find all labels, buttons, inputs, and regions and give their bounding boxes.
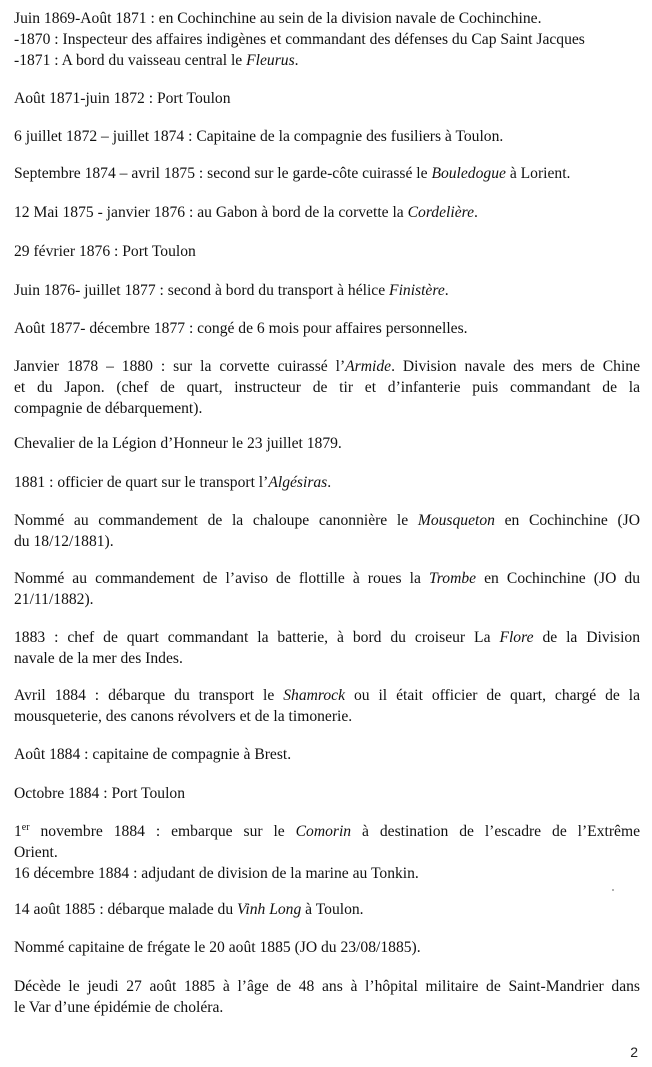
ship-name: Shamrock [283, 687, 346, 704]
entry-comorin [14, 821, 640, 884]
entry-port-toulon-1876 [14, 241, 640, 262]
entry-deces [14, 976, 640, 1018]
entry-line: -1870 : Inspecteur des affaires indigènes et commandant des défenses du Cap Saint Jacques [14, 31, 585, 48]
entry-line: Juin 1876- juillet 1877 : second à bord du transport à hélice Finistère. [14, 282, 449, 299]
ship-name: Bouledogue [431, 165, 506, 182]
entry-vinh-long [14, 899, 640, 920]
scan-speck [612, 889, 614, 891]
entry-line: Septembre 1874 – avril 1875 : second sur le garde-côte cuirassé le Bouledogue à Lorient. [14, 165, 571, 182]
entry-finistere [14, 280, 640, 301]
entry-line: mousqueterie, des canons révolvers et de la timonerie. [14, 708, 353, 725]
entry-line: 12 Mai 1875 - janvier 1876 : au Gabon à bord de la corvette la Cordelière. [14, 204, 478, 221]
ship-name: Comorin [295, 823, 352, 840]
entry-algesiras [14, 472, 640, 493]
entry-bouledogue [14, 163, 640, 184]
entry-line: Janvier 1878 – 1880 : sur la corvette cuirassé l’Armide. Division navale des mers de Chine [14, 358, 640, 375]
entry-line: 14 août 1885 : débarque malade du Vinh Long à Toulon. [14, 901, 364, 918]
entry-line: Août 1877- décembre 1877 : congé de 6 mois pour affaires personnelles. [14, 320, 468, 337]
ship-name: Trombe [428, 570, 477, 587]
entry-cordeliere [14, 202, 640, 223]
entry-line: 1881 : officier de quart sur le transport l’Algésiras. [14, 474, 332, 491]
entry-line: Août 1884 : capitaine de compagnie à Brest. [14, 746, 292, 763]
entry-line: Nommé au commandement de la chaloupe canonnière le Mousqueton en Cochinchine (JO [14, 512, 640, 529]
entry-line: 21/11/1882). [14, 591, 94, 608]
ship-name: Cordelière [407, 204, 475, 221]
entry-line: compagnie de débarquement). [14, 400, 203, 417]
entry-line: navale de la mer des Indes. [14, 650, 183, 667]
entry-flore [14, 627, 640, 669]
entry-shamrock [14, 685, 640, 727]
ship-name: Vinh Long [237, 901, 302, 918]
entry-trombe [14, 568, 640, 610]
ship-name: Armide [345, 358, 392, 375]
entry-line: le Var d’une épidémie de choléra. [14, 999, 224, 1016]
entry-cochinchine [14, 8, 640, 71]
entry-line: Avril 1884 : débarque du transport le Shamrock ou il était officier de quart, chargé de la [14, 687, 640, 704]
entry-armide [14, 356, 640, 419]
entry-conge [14, 318, 640, 339]
entry-line: 6 juillet 1872 – juillet 1874 : Capitaine de la compagnie des fusiliers à Toulon. [14, 128, 504, 145]
entry-fusiliers-toulon [14, 126, 640, 147]
entry-capitaine-fregate [14, 937, 640, 958]
entry-line: 29 février 1876 : Port Toulon [14, 243, 196, 260]
ship-name: Flore [499, 629, 534, 646]
entry-mousqueton [14, 510, 640, 552]
entry-line: Nommé capitaine de frégate le 20 août 1885 (JO du 23/08/1885). [14, 939, 421, 956]
ship-name: Algésiras [268, 474, 328, 491]
entry-line: du 18/12/1881). [14, 533, 114, 550]
entry-line: Orient. [14, 844, 58, 861]
entry-line: et du Japon. (chef de quart, instructeur de tir et d’infanterie puis commandant de la [14, 379, 640, 396]
ship-name: Mousqueton [417, 512, 495, 529]
page-number: 2 [630, 1044, 638, 1060]
entry-line: Août 1871-juin 1872 : Port Toulon [14, 90, 231, 107]
entry-line: Décède le jeudi 27 août 1885 à l’âge de 48 ans à l’hôpital militaire de Saint-Mandrier dans [14, 978, 640, 995]
ship-name: Finistère [389, 282, 445, 299]
entry-legion-honneur [14, 433, 640, 454]
entry-line: 1883 : chef de quart commandant la batterie, à bord du croiseur La Flore de la Division [14, 629, 640, 646]
entry-port-toulon-1884 [14, 783, 640, 804]
entry-line: Chevalier de la Légion d’Honneur le 23 juillet 1879. [14, 435, 342, 452]
entry-line: Juin 1869-Août 1871 : en Cochinchine au sein de la division navale de Cochinchine. [14, 10, 542, 27]
entry-line: -1871 : A bord du vaisseau central le Fleurus. [14, 52, 299, 69]
entry-brest [14, 744, 640, 765]
entry-port-toulon-1871 [14, 88, 640, 109]
entry-line: Nommé au commandement de l’aviso de flottille à roues la Trombe en Cochinchine (JO du [14, 570, 640, 587]
entry-line: Octobre 1884 : Port Toulon [14, 785, 186, 802]
entry-line: 1er novembre 1884 : embarque sur le Comorin à destination de l’escadre de l’Extrême [14, 822, 640, 840]
entry-line: 16 décembre 1884 : adjudant de division de la marine au Tonkin. [14, 865, 419, 882]
ship-name: Fleurus [246, 52, 295, 69]
